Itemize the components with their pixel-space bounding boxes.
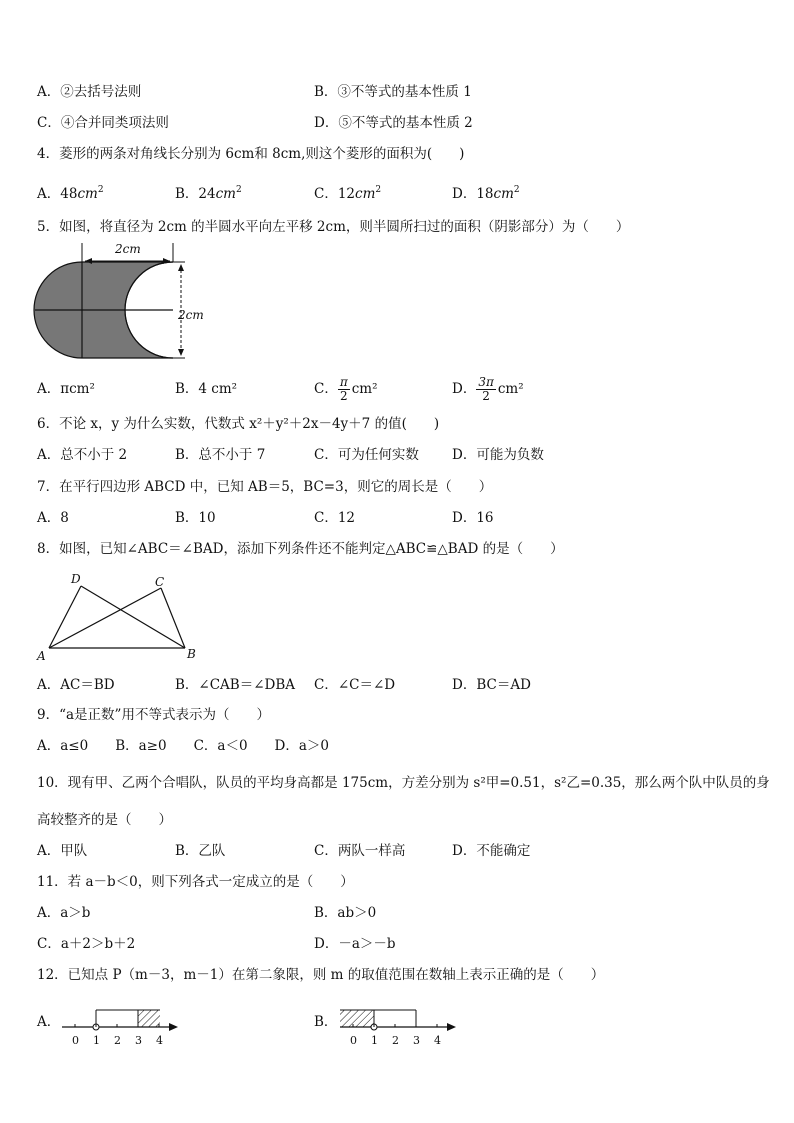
q10-option-a: A．甲队 [37,843,88,859]
q10-option-b: B．乙队 [175,843,226,859]
tick-label: 4 [156,1034,163,1047]
q5-option-c-fraction: $\frac{\pi}{2}$ [339,374,348,403]
q5-figure [35,240,215,365]
tick-label: 1 [93,1034,100,1047]
q8-stem: 8．如图，已知∠ABC＝∠BAD，添加下列条件还不能判定△ABC≌△BAD 的是（ ） [37,541,564,557]
tick-label: 2 [392,1034,399,1047]
q3-option-d: D．⑤不等式的基本性质 2 [314,115,473,131]
q5-option-b: B．4 cm² [175,381,238,397]
q3-option-a: A．②去括号法则 [37,84,142,100]
q5-stem: 5．如图，将直径为 2cm 的半圆水平向左平移 2cm，则半圆所扫过的面积（阴影部分）为（ ） [37,219,630,235]
q8-label-c: C [155,575,165,589]
q4-option-c: C．$12cm^2$ [314,185,382,202]
q12-option-b-numberline [340,1000,465,1048]
tick-label: 3 [413,1034,420,1047]
q7-option-b: B．10 [175,510,216,526]
q11-option-c: C．a＋2＞b＋2 [37,936,136,952]
q8-label-a: A [37,649,46,663]
q5-option-c: C． $\frac{\pi}{2}$ cm² [314,374,378,403]
q3-option-c: C．④合并同类项法则 [37,115,169,131]
q12-option-a-label: A． [37,1014,61,1030]
q8-label-d: D [71,572,81,586]
q6-option-a: A．总不小于 2 [37,447,128,463]
q4-option-d: D．$18cm^2$ [452,185,520,202]
q9-stem: 9．“a是正数”用不等式表示为（ ） [37,707,270,723]
q10-stem-line1: 10．现有甲、乙两个合唱队，队员的平均身高都是 175cm，方差分别为 s²甲=0.51，s²乙=0.35，那么两个队中队员的身 [37,775,770,791]
q6-option-d: D．可能为负数 [452,447,544,463]
q5-option-d-fraction: $\frac{3\pi}{2}$ [478,374,494,403]
q10-stem-line2: 高较整齐的是（ ） [37,812,172,828]
q9-options: A．a≤0 B．a≥0 C．a＜0 D．a＞0 [37,738,329,754]
q6-stem: 6．不论 x，y 为什么实数，代数式 x²＋y²＋2x－4y＋7 的值( ) [37,416,440,432]
q12-stem: 12．已知点 P（m－3，m－1）在第二象限，则 m 的取值范围在数轴上表示正确的是（ ） [37,967,605,983]
q6-option-c: C．可为任何实数 [314,447,419,463]
q3-option-b: B．③不等式的基本性质 1 [314,84,472,100]
q4-stem: 4．菱形的两条对角线长分别为 6cm和 8cm,则这个菱形的面积为( ) [37,146,465,162]
q5-option-d: D． $\frac{3\pi}{2}$ cm² [452,374,524,403]
q6-option-b: B．总不小于 7 [175,447,266,463]
tick-label: 4 [434,1034,441,1047]
q8-option-c: C．∠C＝∠D [314,677,396,693]
q7-stem: 7．在平行四边形 ABCD 中，已知 AB＝5，BC=3，则它的周长是（ ） [37,479,493,495]
q10-option-c: C．两队一样高 [314,843,406,859]
q12-option-b-label: B． [314,1014,338,1030]
q4-option-a: A．$48cm^2$ [37,185,104,202]
q8-option-a: A．AC＝BD [37,677,115,693]
tick-label: 1 [371,1034,378,1047]
q8-option-b: B．∠CAB＝∠DBA [175,677,296,693]
tick-label: 3 [135,1034,142,1047]
q8-label-b: B [187,647,196,661]
q5-option-a: A．πcm² [37,381,95,397]
q12-option-a-numberline [62,1000,187,1048]
q8-option-d: D．BC＝AD [452,677,531,693]
q5-top-label: 2cm [115,242,141,256]
q11-option-b: B．ab＞0 [314,905,377,921]
q4-option-b: B．$24cm^2$ [175,185,242,202]
q11-stem: 11．若 a－b＜0，则下列各式一定成立的是（ ） [37,874,354,890]
q7-option-d: D．16 [452,510,494,526]
tick-label: 0 [350,1034,357,1047]
q8-figure [35,568,205,663]
tick-label: 2 [114,1034,121,1047]
q7-option-a: A．8 [37,510,69,526]
tick-label: 0 [72,1034,79,1047]
q5-right-label: 2cm [178,308,204,322]
q10-option-d: D．不能确定 [452,843,531,859]
q11-option-a: A．a＞b [37,905,91,921]
q7-option-c: C．12 [314,510,356,526]
q11-option-d: D．－a＞－b [314,936,396,952]
